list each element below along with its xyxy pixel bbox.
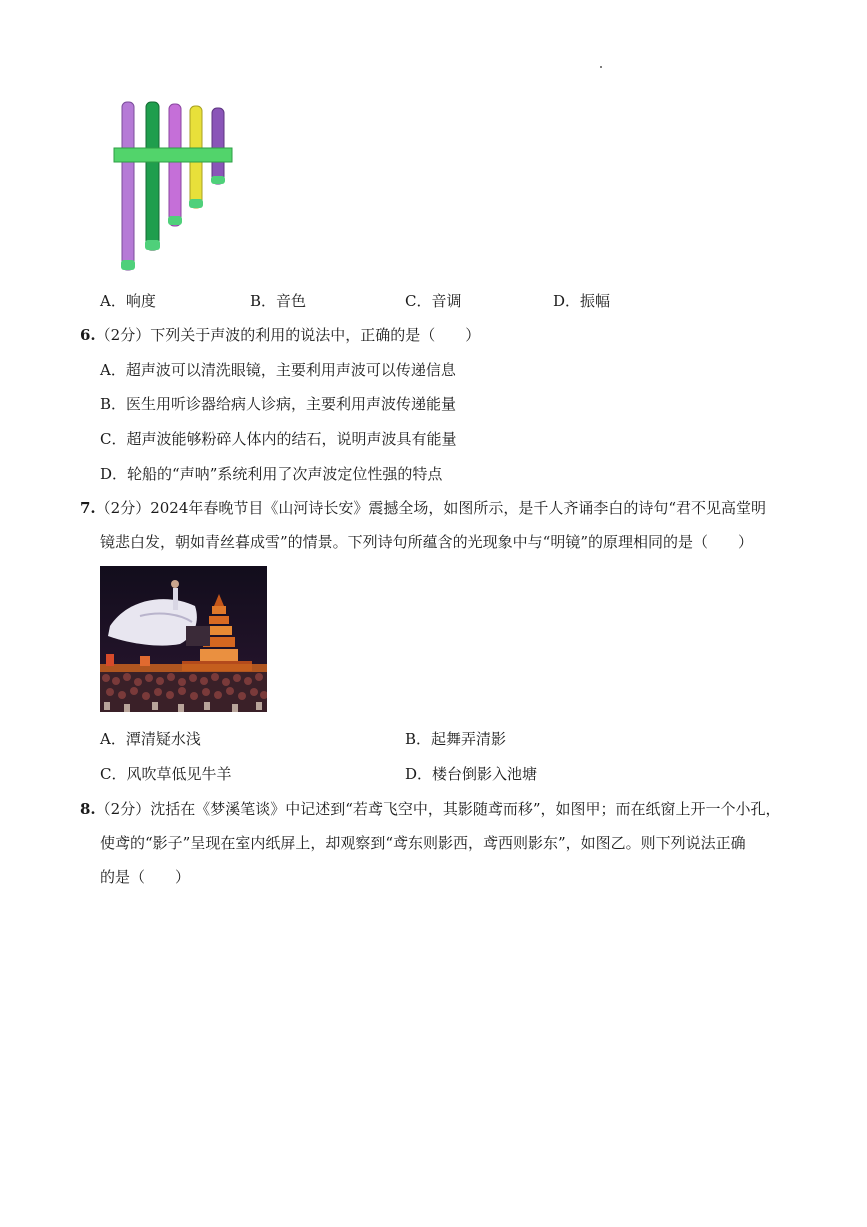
scan-speck bbox=[600, 66, 602, 68]
question-text: （2分）2024年春晚节目《山河诗长安》震撼全场，如图所示，是千人齐诵李白的诗句“君不见高堂明 bbox=[95, 499, 767, 517]
pipe-2-tip bbox=[145, 240, 160, 250]
q6-option-a bbox=[100, 360, 456, 380]
option-label: A． bbox=[100, 292, 126, 310]
spring-gala-photo bbox=[100, 566, 267, 712]
option-text: 响度 bbox=[125, 292, 156, 310]
pipe-3 bbox=[169, 104, 181, 226]
option-text: 音色 bbox=[276, 292, 307, 310]
option-text: 轮船的“声呐”系统利用了次声波定位性强的特点 bbox=[127, 465, 443, 483]
pan-flute-illustration bbox=[108, 96, 248, 276]
q5-option-d bbox=[553, 291, 610, 311]
q8-stem-line-1 bbox=[80, 799, 781, 819]
option-text: 起舞弄清影 bbox=[431, 730, 507, 748]
stage-scene-illustration bbox=[100, 566, 267, 712]
q6-option-d bbox=[100, 464, 442, 484]
question-number: 8. bbox=[80, 800, 96, 818]
q5-option-c bbox=[405, 291, 462, 311]
performer-head bbox=[171, 580, 179, 588]
pipe-1 bbox=[122, 102, 134, 270]
option-text: 超声波可以清洗眼镜，主要利用声波可以传递信息 bbox=[125, 361, 456, 379]
q6-option-c bbox=[100, 429, 457, 449]
q5-option-a bbox=[100, 291, 156, 311]
option-text: 音调 bbox=[431, 292, 462, 310]
pipe-5 bbox=[212, 108, 224, 184]
pipe-3-tip bbox=[168, 216, 182, 225]
q7-stem-line-1 bbox=[80, 498, 766, 518]
q8-stem-line-3: 的是（ ） bbox=[100, 868, 191, 886]
pipe-4-tip bbox=[189, 199, 203, 208]
question-number: 7. bbox=[80, 499, 96, 517]
pipe-2 bbox=[146, 102, 159, 250]
q6-stem bbox=[80, 325, 480, 345]
option-label: A． bbox=[100, 730, 126, 748]
pan-flute-figure bbox=[108, 96, 248, 276]
q7-option-a bbox=[100, 729, 201, 749]
pipe-5-tip bbox=[211, 176, 225, 184]
q6-option-b bbox=[100, 394, 456, 414]
question-text: （2分）下列关于声波的利用的说法中，正确的是（ ） bbox=[95, 326, 481, 344]
q7-stem-line-2: 镜悲白发，朝如青丝暮成雪”的情景。下列诗句所蕴含的光现象中与“明镜”的原理相同的是（ ） bbox=[100, 533, 754, 551]
option-text: 楼台倒影入池塘 bbox=[432, 765, 538, 783]
option-label: B． bbox=[405, 730, 432, 748]
option-label: B． bbox=[250, 292, 277, 310]
option-label: D． bbox=[553, 292, 581, 310]
q7-option-d bbox=[405, 764, 537, 784]
q7-option-b bbox=[405, 729, 506, 749]
option-text: 振幅 bbox=[580, 292, 611, 310]
option-label: C． bbox=[100, 430, 127, 448]
option-text: 超声波能够粉碎人体内的结石，说明声波具有能量 bbox=[126, 430, 457, 448]
option-text: 风吹草低见牛羊 bbox=[126, 765, 232, 783]
option-label: B． bbox=[100, 395, 127, 413]
q7-option-c bbox=[100, 764, 232, 784]
option-text: 医生用听诊器给病人诊病，主要利用声波传递能量 bbox=[126, 395, 457, 413]
pipe-1-tip bbox=[121, 260, 135, 270]
option-text: 潭清疑水浅 bbox=[125, 730, 201, 748]
question-text: （2分）沈括在《梦溪笔谈》中记述到“若鸢飞空中，其影随鸢而移”，如图甲；而在纸窗上开一个小孔， bbox=[95, 800, 781, 818]
option-label: D． bbox=[405, 765, 433, 783]
option-label: C． bbox=[405, 292, 432, 310]
crossbar bbox=[114, 148, 232, 162]
q5-option-b bbox=[250, 291, 306, 311]
option-label: C． bbox=[100, 765, 127, 783]
question-number: 6. bbox=[80, 326, 96, 344]
option-label: D． bbox=[100, 465, 128, 483]
q8-stem-line-2: 使鸢的“影子”呈现在室内纸屏上，却观察到“鸢东则影西，鸢西则影东”，如图乙。则下列说法正确 bbox=[100, 834, 746, 852]
option-label: A． bbox=[100, 361, 126, 379]
